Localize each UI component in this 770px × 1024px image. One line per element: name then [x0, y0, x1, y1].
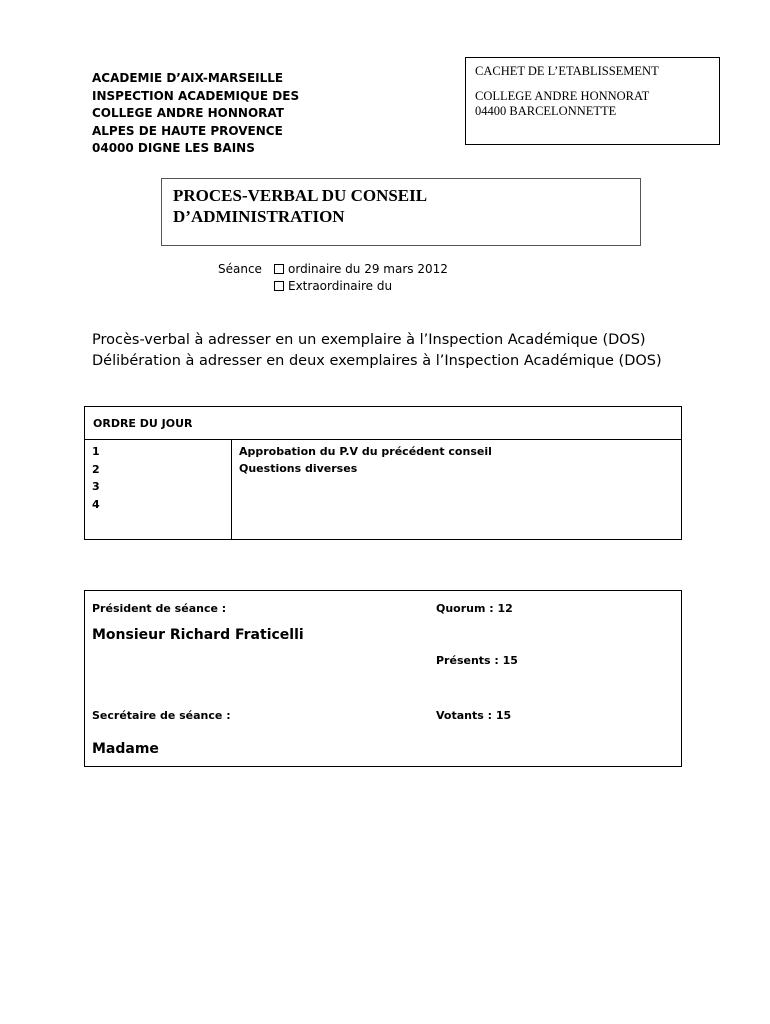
header-line: ALPES DE HAUTE PROVENCE — [92, 123, 283, 138]
seance-option-extraordinaire[interactable] — [274, 278, 392, 295]
header-line: COLLEGE ANDRE HONNORAT — [92, 106, 284, 120]
header-line: ACADEMIE D’AIX-MARSEILLE — [92, 71, 284, 85]
session-officers-box — [84, 590, 682, 767]
checkbox-ordinaire[interactable] — [274, 264, 284, 274]
document-title-line1: PROCES-VERBAL DU CONSEIL — [173, 186, 428, 205]
agenda-items-column — [239, 443, 492, 477]
seance-option-ordinaire[interactable] — [274, 261, 448, 278]
instruction-line: Procès-verbal à adresser en un exemplaire à l’Inspection Académique (DOS) — [92, 332, 646, 348]
secretaire-name: Madame — [92, 741, 159, 757]
agenda-table — [84, 406, 682, 540]
stamp-school-address: 04400 BARCELONNETTE — [475, 104, 617, 118]
seance-label: Séance — [218, 262, 262, 276]
document-title-box — [161, 178, 641, 246]
agenda-number: 2 — [92, 462, 100, 476]
agenda-header: ORDRE DU JOUR — [85, 407, 681, 440]
document-title-line2: D’ADMINISTRATION — [173, 207, 345, 226]
president-name: Monsieur Richard Fraticelli — [92, 627, 304, 643]
stamp-school-name: COLLEGE ANDRE HONNORAT — [475, 89, 650, 103]
instructions — [92, 330, 662, 372]
establishment-stamp-box — [465, 57, 720, 145]
votants-value: Votants : 15 — [436, 709, 512, 722]
secretaire-label: Secrétaire de séance : — [92, 709, 231, 722]
stamp-title: CACHET DE L’ETABLISSEMENT — [475, 64, 659, 78]
academy-header — [92, 70, 299, 158]
seance-option-ordinaire-label: ordinaire du 29 mars 2012 — [288, 262, 448, 276]
checkbox-extraordinaire[interactable] — [274, 281, 284, 291]
agenda-number: 3 — [92, 480, 100, 493]
instruction-line: Délibération à adresser en deux exemplaires à l’Inspection Académique (DOS) — [92, 353, 662, 369]
agenda-item: Questions diverses — [239, 462, 358, 475]
president-label: Président de séance : — [92, 602, 227, 615]
agenda-numbers-column — [85, 440, 232, 539]
agenda-item: Approbation du P.V du précédent conseil — [239, 445, 492, 458]
agenda-number: 4 — [92, 497, 100, 511]
header-line: INSPECTION ACADEMIQUE DES — [92, 88, 300, 103]
header-line: 04000 DIGNE LES BAINS — [92, 141, 255, 155]
quorum-value: Quorum : 12 — [436, 602, 513, 615]
presents-value: Présents : 15 — [436, 654, 518, 667]
seance-option-extraordinaire-label: Extraordinaire du — [288, 279, 393, 293]
agenda-number: 1 — [92, 445, 100, 458]
